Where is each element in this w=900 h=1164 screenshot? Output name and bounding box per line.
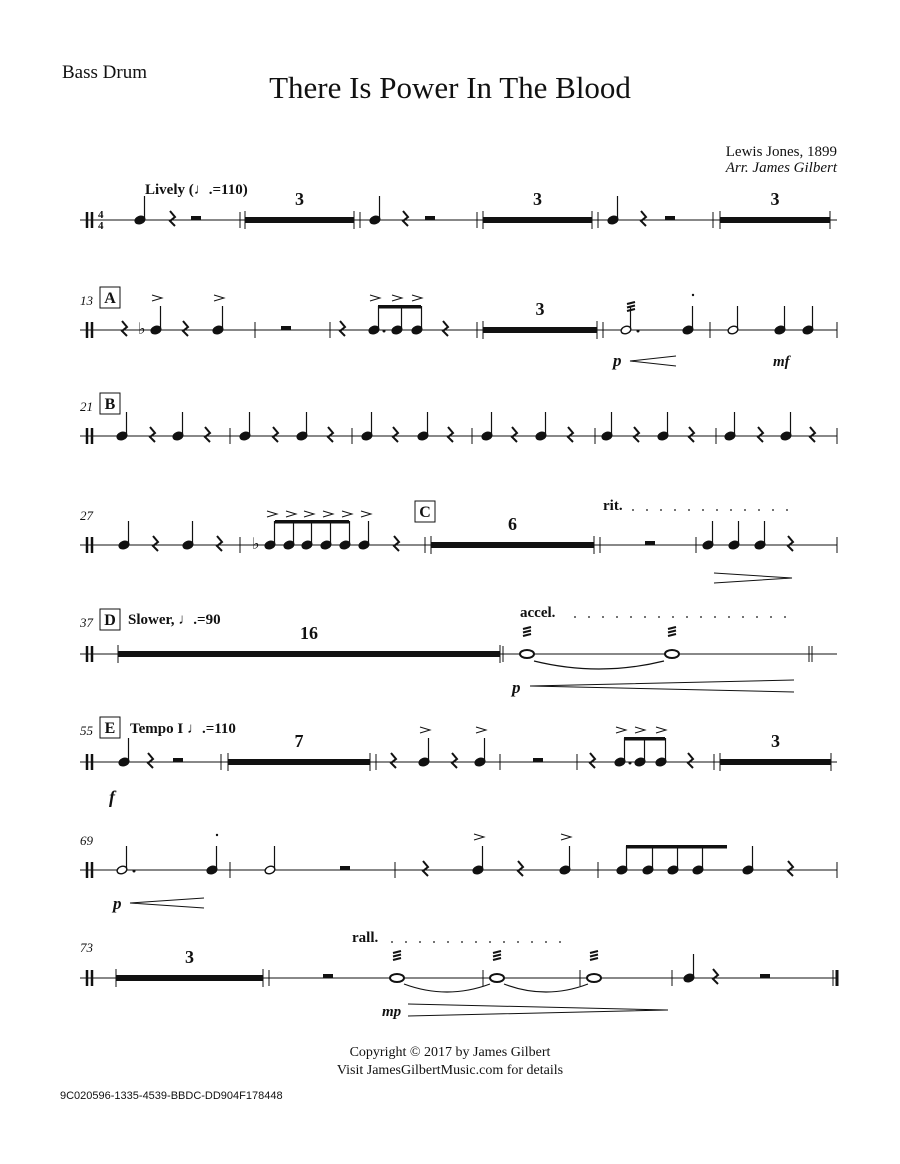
quarter-rest <box>788 861 793 876</box>
decrescendo-hairpin <box>714 573 792 583</box>
tremolo-slash <box>523 627 531 629</box>
measure-number: 73 <box>80 940 93 955</box>
copyright-notice <box>0 1044 900 1080</box>
accent-mark <box>476 727 486 733</box>
multimeasure-rest <box>228 759 370 765</box>
quarter-rest <box>448 427 453 442</box>
multirest-count: 16 <box>300 623 318 643</box>
tempo-marking: Lively (♩.=110) <box>145 182 248 198</box>
quarter-rest <box>810 427 815 442</box>
quarter-rest <box>641 211 646 226</box>
multirest-count: 3 <box>535 299 545 319</box>
extension-dot <box>730 509 732 511</box>
extension-dot <box>716 509 718 511</box>
tremolo-slash <box>393 951 401 953</box>
tremolo-slash <box>590 955 598 957</box>
multimeasure-rest <box>118 651 500 657</box>
quarter-rest <box>634 427 639 442</box>
composer-credit: Lewis Jones, 1899 <box>725 144 837 160</box>
extension-dot <box>742 616 744 618</box>
quarter-rest <box>170 211 175 226</box>
extension-dot <box>786 509 788 511</box>
quarter-rest <box>122 321 127 336</box>
tremolo-slash <box>523 634 531 636</box>
augmentation-dot <box>133 870 136 873</box>
augmentation-dot <box>637 330 640 333</box>
tremolo-slash <box>627 306 635 308</box>
quarter-rest <box>273 427 278 442</box>
crescendo-hairpin <box>630 356 676 366</box>
tempo-marking: Slower, ♩.=90 <box>128 612 221 628</box>
extension-dot <box>630 616 632 618</box>
extension-dot <box>461 941 463 943</box>
tremolo-slash <box>493 958 501 960</box>
half-rest <box>281 326 291 330</box>
accent-mark <box>656 727 666 733</box>
extension-dot <box>744 509 746 511</box>
accent-mark <box>267 511 277 517</box>
accent-mark <box>286 511 296 517</box>
extension-dot <box>517 941 519 943</box>
extension-dot <box>545 941 547 943</box>
quarter-rest <box>758 427 763 442</box>
staccato-dot <box>692 294 694 296</box>
quarter-rest <box>788 536 793 551</box>
accent-mark <box>323 511 333 517</box>
extension-dot <box>688 509 690 511</box>
multirest-count: 3 <box>185 947 194 967</box>
measure-number: 27 <box>80 508 93 523</box>
extension-dot <box>632 509 634 511</box>
whole-note <box>665 650 679 658</box>
whole-note <box>390 974 404 982</box>
quarter-rest <box>391 753 396 768</box>
quarter-rest <box>205 427 210 442</box>
time-signature-top: 4 <box>98 209 104 221</box>
quarter-rest <box>512 427 517 442</box>
accent-mark <box>214 295 224 301</box>
extension-dot <box>784 616 786 618</box>
augmentation-dot <box>629 762 632 765</box>
quarter-rest <box>328 427 333 442</box>
multimeasure-rest <box>483 327 597 333</box>
whole-note <box>490 974 504 982</box>
extension-dot <box>588 616 590 618</box>
accent-mark <box>412 295 422 301</box>
extension-dot <box>758 509 760 511</box>
half-rest <box>340 866 350 870</box>
extension-dot <box>772 509 774 511</box>
accent-mark <box>342 511 352 517</box>
half-rest <box>665 216 675 220</box>
dynamic-marking: p <box>512 678 521 697</box>
half-rest <box>323 974 333 978</box>
quarter-rest <box>153 536 158 551</box>
augmentation-dot <box>383 330 386 333</box>
website-line: Visit JamesGilbertMusic.com for details <box>336 1063 564 1078</box>
half-rest <box>533 758 543 762</box>
accent-mark <box>392 295 402 301</box>
dynamic-marking: p <box>113 894 122 913</box>
instrument-name: Bass Drum <box>62 62 147 83</box>
dynamic-marking: mp <box>382 1004 402 1020</box>
dynamic-marking: p <box>613 351 622 370</box>
beam <box>275 520 349 524</box>
extension-dot <box>658 616 660 618</box>
staccato-dot <box>216 834 218 836</box>
quarter-rest <box>393 427 398 442</box>
tie <box>504 984 588 992</box>
multirest-count: 3 <box>295 189 304 209</box>
accent-mark <box>370 295 380 301</box>
extension-dot <box>602 616 604 618</box>
rehearsal-mark: D <box>104 612 116 629</box>
extension-dot <box>728 616 730 618</box>
tremolo-slash <box>590 958 598 960</box>
quarter-rest <box>394 536 399 551</box>
tempo-change-marking: rit. <box>603 498 623 514</box>
tempo-change-marking: rall. <box>352 930 379 946</box>
extension-dot <box>674 509 676 511</box>
accent-mark <box>361 511 371 517</box>
crescendo-hairpin <box>130 898 204 908</box>
rehearsal-mark: C <box>419 504 431 521</box>
sheet-identifier: 9C020596-1335-4539-BBDC-DD904F178448 <box>60 1090 283 1102</box>
quarter-rest <box>689 427 694 442</box>
piece-title: There Is Power In The Blood <box>269 70 631 105</box>
extension-dot <box>644 616 646 618</box>
extension-dot <box>391 941 393 943</box>
accent-mark <box>616 727 626 733</box>
quarter-rest <box>183 321 188 336</box>
tremolo-slash <box>393 955 401 957</box>
measure-number: 55 <box>80 723 93 738</box>
quarter-rest <box>568 427 573 442</box>
extension-dot <box>559 941 561 943</box>
multimeasure-rest <box>245 217 354 223</box>
beam <box>624 737 665 741</box>
tremolo-slash <box>627 309 635 311</box>
tempo-change-marking: accel. <box>520 605 556 621</box>
tremolo-slash <box>627 302 635 304</box>
multirest-count: 6 <box>508 514 517 534</box>
tie <box>404 984 490 992</box>
quarter-rest <box>217 536 222 551</box>
extension-dot <box>503 941 505 943</box>
extension-dot <box>702 509 704 511</box>
multimeasure-rest <box>720 759 831 765</box>
time-signature-bottom: 4 <box>98 220 104 232</box>
half-rest <box>191 216 201 220</box>
quarter-rest <box>150 427 155 442</box>
extension-dot <box>756 616 758 618</box>
measure-number: 69 <box>80 833 93 848</box>
whole-note <box>520 650 534 658</box>
quarter-rest <box>590 753 595 768</box>
quarter-rest <box>148 753 153 768</box>
half-rest <box>425 216 435 220</box>
half-rest <box>645 541 655 545</box>
accent-mark <box>420 727 430 733</box>
half-rest <box>760 974 770 978</box>
flat-sign: ♭ <box>252 536 260 553</box>
accent-mark <box>304 511 314 517</box>
multirest-count: 3 <box>771 731 780 751</box>
arranger-credit: Arr. James Gilbert <box>725 160 837 176</box>
extension-dot <box>489 941 491 943</box>
tremolo-slash <box>523 631 531 633</box>
measure-number: 37 <box>80 615 93 630</box>
multimeasure-rest <box>431 542 594 548</box>
extension-dot <box>686 616 688 618</box>
quarter-rest <box>688 753 693 768</box>
flat-sign: ♭ <box>138 321 146 338</box>
multimeasure-rest <box>483 217 592 223</box>
extension-dot <box>700 616 702 618</box>
multirest-count: 7 <box>294 731 304 751</box>
rehearsal-mark: A <box>104 290 116 307</box>
dynamic-marking: mf <box>773 354 790 370</box>
multirest-count: 3 <box>770 189 780 209</box>
multimeasure-rest <box>116 975 263 981</box>
tremolo-slash <box>668 627 676 629</box>
accent-mark <box>561 834 571 840</box>
tremolo-slash <box>493 955 501 957</box>
extension-dot <box>714 616 716 618</box>
beam <box>626 845 727 849</box>
extension-dot <box>405 941 407 943</box>
decrescendo-hairpin <box>408 1004 668 1016</box>
extension-dot <box>646 509 648 511</box>
extension-dot <box>433 941 435 943</box>
whole-note <box>587 974 601 982</box>
half-rest <box>173 758 183 762</box>
accent-mark <box>474 834 484 840</box>
extension-dot <box>672 616 674 618</box>
tremolo-slash <box>393 958 401 960</box>
quarter-rest <box>518 861 523 876</box>
rehearsal-mark: E <box>104 720 116 737</box>
measure-number: 13 <box>80 293 93 308</box>
tremolo-slash <box>493 951 501 953</box>
quarter-rest <box>403 211 408 226</box>
extension-dot <box>616 616 618 618</box>
rehearsal-mark: B <box>104 396 116 413</box>
extension-dot <box>447 941 449 943</box>
quarter-rest <box>423 861 428 876</box>
beam <box>378 305 421 309</box>
extension-dot <box>770 616 772 618</box>
measure-number: 21 <box>80 399 93 414</box>
tie <box>534 661 664 669</box>
tremolo-slash <box>590 951 598 953</box>
quarter-rest <box>443 321 448 336</box>
dynamic-marking: f <box>109 787 115 807</box>
extension-dot <box>660 509 662 511</box>
tempo-marking: Tempo I ♩.=110 <box>130 721 236 737</box>
extension-dot <box>574 616 576 618</box>
tremolo-slash <box>668 631 676 633</box>
extension-dot <box>531 941 533 943</box>
extension-dot <box>475 941 477 943</box>
quarter-rest <box>713 969 718 984</box>
extension-dot <box>419 941 421 943</box>
multirest-count: 3 <box>533 189 542 209</box>
quarter-rest <box>452 753 457 768</box>
quarter-rest <box>340 321 345 336</box>
multimeasure-rest <box>720 217 830 223</box>
accent-mark <box>152 295 162 301</box>
crescendo-hairpin <box>530 680 794 692</box>
accent-mark <box>635 727 645 733</box>
copyright-line: Copyright © 2017 by James Gilbert <box>349 1045 551 1060</box>
tremolo-slash <box>668 634 676 636</box>
